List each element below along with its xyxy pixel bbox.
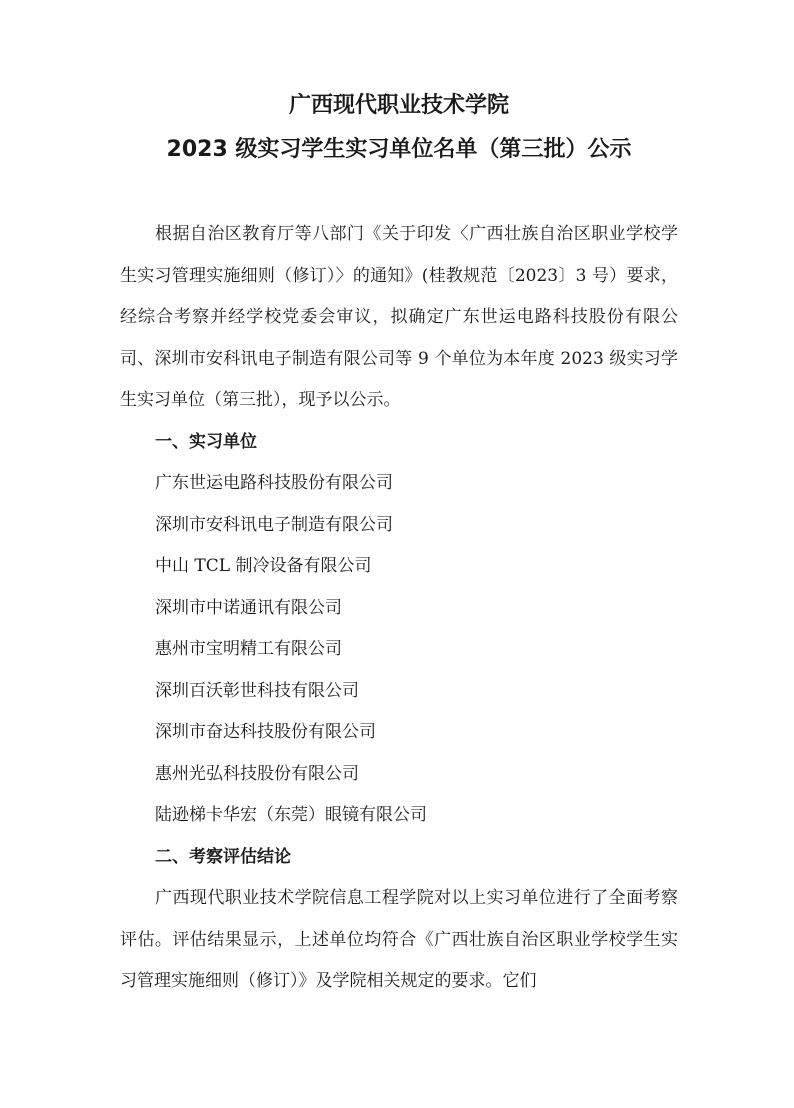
- list-item: 陆逊梯卡华宏（东莞）眼镜有限公司: [155, 805, 427, 825]
- title-block: [120, 0, 678, 170]
- list-item: 深圳市奋达科技股份有限公司: [155, 722, 376, 742]
- document-title-line2: 2023 级实习学生实习单位名单（第三批）公示: [166, 137, 632, 162]
- intro-paragraph: 根据自治区教育厅等八部门《关于印发〈广西壮族自治区职业学校学生实习管理实施细则（修订）〉的通知》(桂教规范〔2023〕3 号）要求，经综合考察并经学校党委会审议，拟确定广东世运电路科技股份有限公司、深圳市安科讯电子制造有限公司等 9 个单位为本年度 2023 级实习学生实习单位（第三批），现予以公示。: [120, 224, 678, 410]
- list-item: 惠州光弘科技股份有限公司: [155, 763, 359, 784]
- section1-heading: 一、实习单位: [155, 431, 257, 452]
- conclusion-paragraph: 广西现代职业技术学院信息工程学院对以上实习单位进行了全面考察评估。评估结果显示，上述单位均符合《广西壮族自治区职业学校学生实习管理实施细则（修订）》及学院相关规定的要求。它们: [120, 888, 678, 991]
- list-item: 广东世运电路科技股份有限公司: [155, 473, 393, 493]
- list-item: 深圳百沃彰世科技有限公司: [155, 680, 359, 701]
- list-item: 深圳市安科讯电子制造有限公司: [155, 514, 393, 535]
- section2-heading: 二、考察评估结论: [155, 846, 291, 867]
- list-item: 深圳市中诺通讯有限公司: [155, 597, 342, 618]
- list-item: 惠州市宝明精工有限公司: [155, 639, 342, 659]
- document-title-line1: 广西现代职业技术学院: [288, 93, 509, 118]
- list-item: 中山 TCL 制冷设备有限公司: [155, 556, 372, 576]
- internship-unit-list: [120, 463, 678, 837]
